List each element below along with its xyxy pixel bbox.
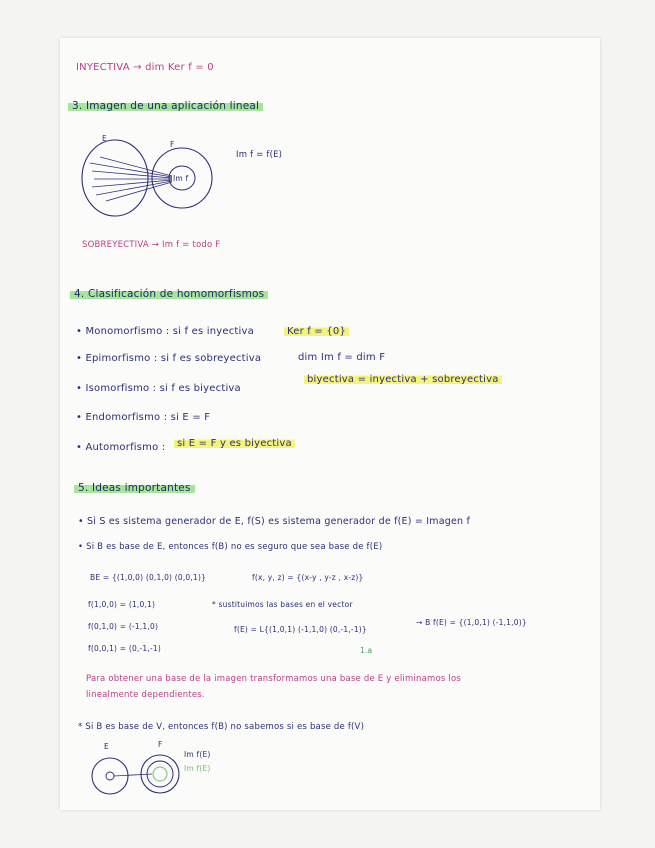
section-3-title — [68, 100, 263, 112]
image-circle-inner — [153, 767, 167, 781]
monomorfismo-right-text: Ker f = {0} — [284, 326, 349, 337]
automorfismo-left: • Automorfismo : — [76, 442, 166, 453]
set-e-point — [106, 772, 114, 780]
section-4-title — [70, 288, 268, 300]
isomorfismo-left: • Isomorfismo : si f es biyectiva — [76, 383, 241, 394]
endomorfismo-left: • Endomorfismo : si E = F — [76, 412, 211, 423]
mapping-arrows — [90, 157, 172, 201]
pink-note-line-1: Para obtener una base de la imagen transformamos una base de E y eliminamos los — [86, 674, 462, 684]
set-e-oval — [82, 140, 148, 216]
substitute-note: * sustituimos las bases en el vector — [212, 600, 353, 609]
section-5-title — [74, 482, 195, 494]
example-f1: f(1,0,0) = (1,0,1) — [88, 600, 156, 609]
section-4-title-text: 4. Clasificación de homomorfismos — [70, 288, 268, 300]
green-note: 1.a — [360, 646, 373, 655]
label-imf: Im f — [173, 174, 189, 183]
label-e: E — [102, 134, 107, 143]
example-f3: f(0,0,1) = (0,-1,-1) — [88, 644, 161, 653]
set-e-circle-2 — [92, 758, 128, 794]
inyectiva-line: INYECTIVA → dim Ker f = 0 — [76, 62, 214, 73]
idea-1: • Si S es sistema generador de E, f(S) es sistema generador de f(E) = Imagen f — [78, 516, 471, 527]
im-equation: Im f = f(E) — [236, 150, 283, 160]
section-5-title-text: 5. Ideas importantes — [74, 482, 195, 494]
epimorfismo-right: dim Im f = dim F — [298, 352, 386, 363]
isomorfismo-right — [304, 374, 502, 385]
label-e-2: E — [104, 742, 109, 751]
label-im-fe-green: Im f(E) — [184, 764, 211, 773]
epimorfismo-left: • Epimorfismo : si f es sobreyectiva — [76, 353, 262, 364]
idea-3: * Si B es base de V, entonces f(B) no sabemos si es base de f(V) — [78, 722, 365, 732]
pink-note-line-2: linealmente dependientes. — [86, 690, 205, 700]
label-f-2: F — [158, 740, 163, 749]
sobreyectiva-line: SOBREYECTIVA → Im f = todo F — [82, 240, 221, 250]
isomorfismo-right-text: biyectiva = inyectiva + sobreyectiva — [304, 374, 502, 385]
image-span: f(E) = L{(1,0,1) (-1,1,0) (0,-1,-1)} — [234, 625, 367, 634]
label-f: F — [170, 140, 175, 149]
label-im-fe: Im f(E) — [184, 750, 211, 759]
monomorfismo-left: • Monomorfismo : si f es inyectiva — [76, 326, 254, 337]
base-diagram — [90, 744, 180, 804]
mapping-diagram — [80, 133, 240, 228]
example-f2: f(0,1,0) = (-1,1,0) — [88, 622, 159, 631]
automorfismo-right-text: si E = F y es biyectiva — [174, 438, 295, 449]
example-map: f(x, y, z) = {(x-y , y-z , x-z)} — [252, 573, 364, 582]
monomorfismo-right — [284, 326, 349, 337]
notebook-page — [60, 38, 600, 810]
section-3-title-text: 3. Imagen de una aplicación lineal — [68, 100, 263, 112]
image-basis: → B f(E) = {(1,0,1) (-1,1,0)} — [416, 618, 527, 627]
arrow-line-2 — [114, 774, 152, 776]
automorfismo-right — [174, 438, 295, 449]
idea-2: • Si B es base de E, entonces f(B) no es seguro que sea base de f(E) — [78, 542, 383, 552]
example-base: BE = {(1,0,0) (0,1,0) (0,0,1)} — [90, 573, 207, 582]
